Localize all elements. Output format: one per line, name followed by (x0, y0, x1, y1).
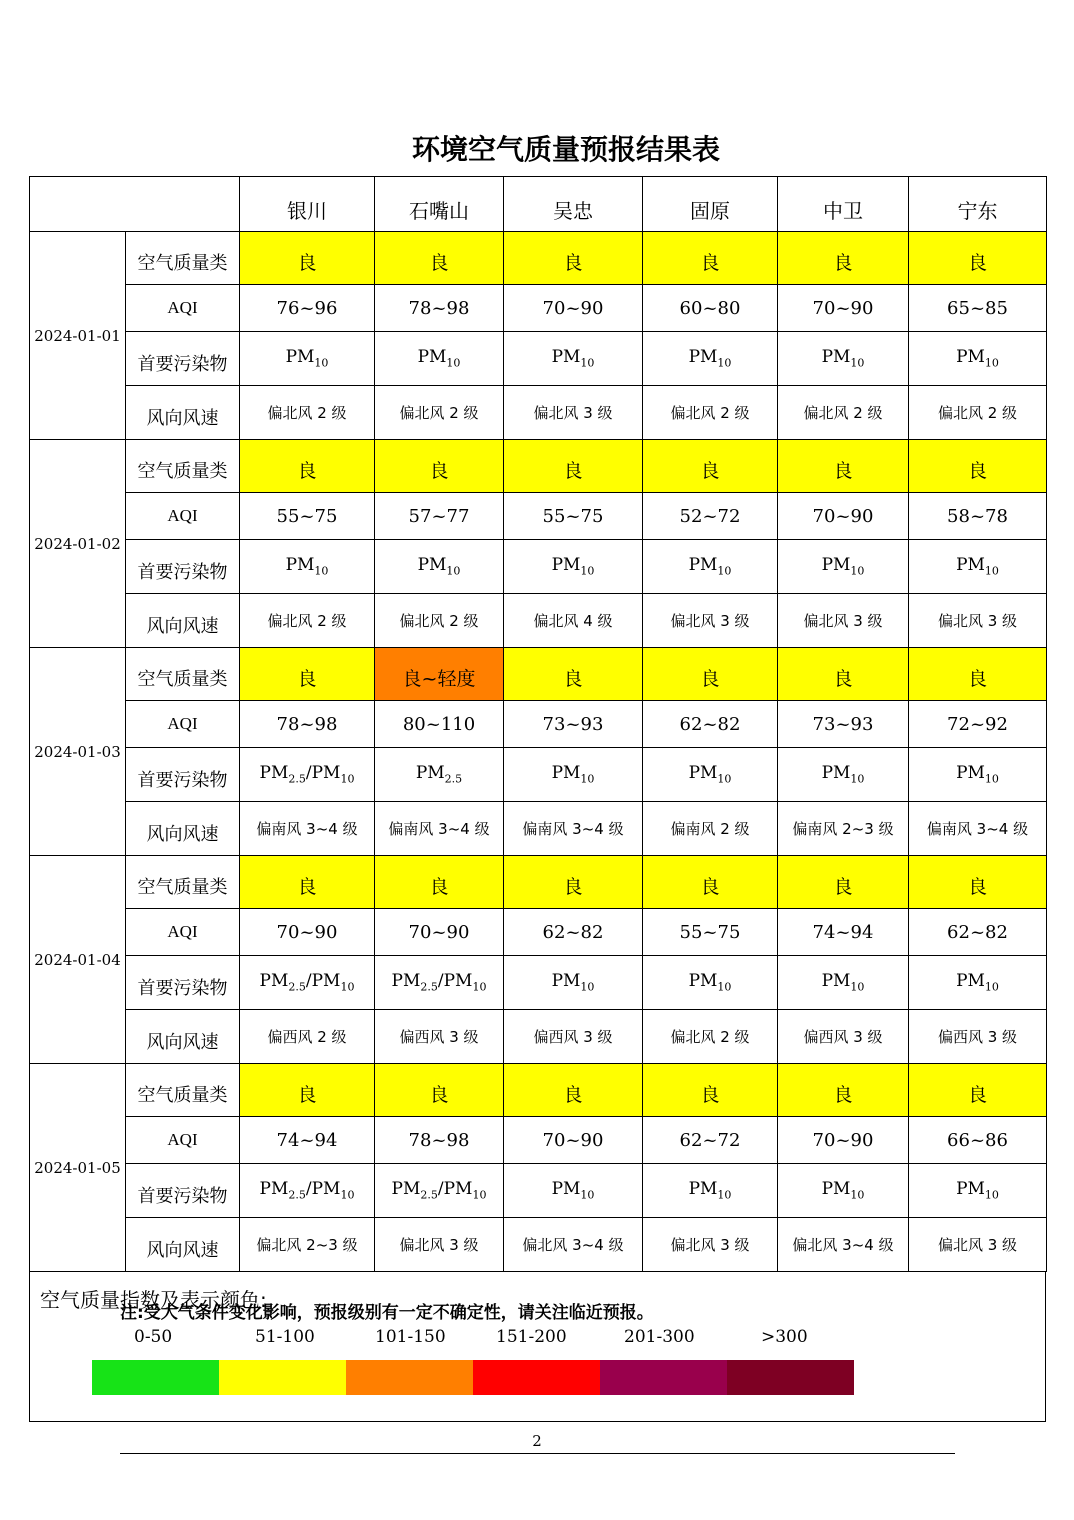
aqi-cell: 70~90 (778, 285, 909, 332)
aqi-cell: 73~93 (504, 701, 643, 748)
wind-cell: 偏北风 2 级 (240, 386, 375, 440)
pollutant-subscript: 10 (580, 564, 595, 578)
pollutant-cell (375, 1164, 504, 1218)
day-row-quality (30, 1064, 1047, 1117)
pollutant-text: PM (956, 555, 985, 576)
wind-cell: 偏北风 3 级 (909, 594, 1047, 648)
day-row-wind (30, 1010, 1047, 1064)
pollutant-cell (240, 956, 375, 1010)
pollutant-subscript: 10 (717, 564, 732, 578)
row-label-pollutant: 首要污染物 (126, 956, 240, 1010)
pollutant-subscript: 10 (472, 1188, 487, 1202)
pollutant-text: PM (417, 555, 447, 576)
pollutant-subscript: 10 (340, 1188, 355, 1202)
pollutant-cell (240, 1164, 375, 1218)
pollutant-text: PM (415, 763, 445, 784)
aqi-cell: 78~98 (375, 285, 504, 332)
pollutant-subscript: 10 (580, 772, 595, 786)
quality-cell: 良 (909, 1064, 1047, 1117)
pollutant-cell (504, 332, 643, 386)
city-header: 吴忠 (504, 177, 643, 232)
aqi-cell: 78~98 (240, 701, 375, 748)
wind-cell: 偏西风 3 级 (375, 1010, 504, 1064)
quality-cell: 良 (909, 648, 1047, 701)
pollutant-subscript: 10 (580, 356, 595, 370)
pollutant-text: PM (821, 555, 851, 576)
legend-range-label: 101-150 (375, 1327, 446, 1347)
pollutant-subscript: 10 (580, 1188, 595, 1202)
forecast-table-wrap (29, 176, 1046, 1422)
row-label-pollutant: 首要污染物 (126, 748, 240, 802)
aqi-cell: 57~77 (375, 493, 504, 540)
pollutant-cell (909, 332, 1047, 386)
forecast-date: 2024-01-03 (30, 648, 126, 856)
row-label-quality: 空气质量类 (126, 1064, 240, 1117)
pollutant-subscript: 10 (850, 1188, 865, 1202)
footer-divider (120, 1453, 955, 1454)
forecast-date: 2024-01-05 (30, 1064, 126, 1272)
quality-cell: 良 (643, 440, 778, 493)
wind-cell: 偏北风 2 级 (778, 386, 909, 440)
aqi-cell: 76~96 (240, 285, 375, 332)
forecast-note: 注:受大气条件变化影响，预报级别有一定不确定性，请关注临近预报。 (120, 1303, 654, 1323)
pollutant-subscript: 2.5 (288, 772, 306, 786)
aqi-cell: 78~98 (375, 1117, 504, 1164)
pollutant-cell (504, 1164, 643, 1218)
row-label-aqi: AQI (126, 1117, 240, 1164)
legend-range-label: 0-50 (134, 1327, 173, 1347)
legend-range-label: >300 (761, 1327, 808, 1347)
pollutant-subscript: 10 (717, 1188, 732, 1202)
wind-cell: 偏北风 2 级 (643, 386, 778, 440)
quality-cell: 良 (240, 648, 375, 701)
wind-cell: 偏北风 2~3 级 (240, 1218, 375, 1272)
pollutant-text: PM (551, 555, 581, 576)
forecast-date: 2024-01-02 (30, 440, 126, 648)
legend-color-swatch (473, 1360, 600, 1395)
legend-range-label: 51-100 (255, 1327, 315, 1347)
aqi-cell: 72~92 (909, 701, 1047, 748)
day-row-wind (30, 386, 1047, 440)
pollutant-cell (504, 956, 643, 1010)
pollutant-subscript: 2.5 (288, 1188, 306, 1202)
aqi-cell: 74~94 (778, 909, 909, 956)
day-row-quality (30, 856, 1047, 909)
aqi-color-legend (29, 1272, 1046, 1422)
day-row-pollutant (30, 1164, 1047, 1218)
wind-cell: 偏西风 2 级 (240, 1010, 375, 1064)
quality-cell: 良 (643, 648, 778, 701)
pollutant-cell (375, 748, 504, 802)
pollutant-cell (909, 540, 1047, 594)
pollutant-text: PM (821, 763, 851, 784)
row-label-pollutant: 首要污染物 (126, 1164, 240, 1218)
pollutant-cell (643, 332, 778, 386)
pollutant-text: PM (259, 763, 289, 784)
forecast-date: 2024-01-01 (30, 232, 126, 440)
pollutant-text: PM (688, 763, 718, 784)
forecast-date: 2024-01-04 (30, 856, 126, 1064)
pollutant-subscript: 10 (446, 564, 461, 578)
row-label-wind: 风向风速 (126, 1010, 240, 1064)
quality-cell: 良 (643, 856, 778, 909)
city-header: 石嘴山 (375, 177, 504, 232)
wind-cell: 偏南风 3~4 级 (375, 802, 504, 856)
pollutant-text: PM (821, 1179, 851, 1200)
pollutant-text: PM (956, 971, 985, 992)
pollutant-cell (375, 540, 504, 594)
page-number: 2 (532, 1432, 542, 1450)
aqi-cell: 52~72 (643, 493, 778, 540)
pollutant-text: PM (551, 1179, 581, 1200)
pollutant-cell (643, 748, 778, 802)
wind-cell: 偏北风 3~4 级 (504, 1218, 643, 1272)
pollutant-cell (778, 1164, 909, 1218)
quality-cell: 良 (778, 232, 909, 285)
wind-cell: 偏南风 2 级 (643, 802, 778, 856)
wind-cell: 偏北风 2 级 (240, 594, 375, 648)
forecast-table (29, 176, 1047, 1272)
pollutant-text: PM (688, 347, 718, 368)
aqi-cell: 74~94 (240, 1117, 375, 1164)
row-label-aqi: AQI (126, 285, 240, 332)
pollutant-cell (909, 1164, 1047, 1218)
pollutant-subscript: 10 (850, 772, 865, 786)
wind-cell: 偏北风 3 级 (504, 386, 643, 440)
pollutant-subscript: 2.5 (420, 1188, 438, 1202)
aqi-cell: 58~78 (909, 493, 1047, 540)
pollutant-text: PM (688, 971, 718, 992)
row-label-aqi: AQI (126, 909, 240, 956)
wind-cell: 偏北风 2 级 (643, 1010, 778, 1064)
pollutant-subscript: 2.5 (420, 980, 438, 994)
aqi-cell: 62~72 (643, 1117, 778, 1164)
aqi-cell: 70~90 (778, 493, 909, 540)
wind-cell: 偏西风 3 级 (778, 1010, 909, 1064)
wind-cell: 偏南风 3~4 级 (504, 802, 643, 856)
pollutant-text: PM (956, 763, 985, 784)
wind-cell: 偏北风 2 级 (909, 386, 1047, 440)
day-row-pollutant (30, 332, 1047, 386)
pollutant-subscript: 10 (850, 980, 865, 994)
pollutant-text: PM (259, 971, 289, 992)
city-header: 银川 (240, 177, 375, 232)
day-row-aqi (30, 285, 1047, 332)
pollutant-subscript: 10 (850, 564, 865, 578)
pollutant-text: PM (688, 555, 718, 576)
wind-cell: 偏西风 3 级 (504, 1010, 643, 1064)
pollutant-subscript: 10 (717, 772, 732, 786)
row-label-wind: 风向风速 (126, 1218, 240, 1272)
wind-cell: 偏南风 3~4 级 (240, 802, 375, 856)
legend-color-swatch (727, 1360, 854, 1395)
quality-cell: 良 (778, 648, 909, 701)
pollutant-subscript: 10 (850, 356, 865, 370)
aqi-cell: 55~75 (504, 493, 643, 540)
quality-cell: 良 (778, 1064, 909, 1117)
pollutant-cell (240, 540, 375, 594)
legend-color-swatch (600, 1360, 727, 1395)
pollutant-text: /PM (437, 1179, 473, 1200)
row-label-quality: 空气质量类 (126, 440, 240, 493)
day-row-aqi (30, 1117, 1047, 1164)
aqi-cell: 55~75 (643, 909, 778, 956)
quality-cell: 良 (909, 440, 1047, 493)
pollutant-text: PM (821, 347, 851, 368)
quality-cell: 良~轻度 (375, 648, 504, 701)
aqi-cell: 70~90 (504, 1117, 643, 1164)
wind-cell: 偏北风 3 级 (643, 594, 778, 648)
pollutant-text: PM (417, 347, 447, 368)
day-row-pollutant (30, 956, 1047, 1010)
pollutant-cell (643, 540, 778, 594)
pollutant-text: /PM (437, 971, 473, 992)
pollutant-subscript: 10 (717, 356, 732, 370)
pollutant-subscript: 10 (984, 980, 999, 994)
pollutant-text: PM (956, 1179, 985, 1200)
wind-cell: 偏西风 3 级 (909, 1010, 1047, 1064)
quality-cell: 良 (909, 856, 1047, 909)
pollutant-cell (504, 748, 643, 802)
pollutant-cell (375, 956, 504, 1010)
pollutant-subscript: 2.5 (444, 772, 463, 786)
quality-cell: 良 (375, 440, 504, 493)
pollutant-text: PM (956, 347, 985, 368)
pollutant-text: /PM (305, 1179, 341, 1200)
pollutant-text: PM (551, 347, 581, 368)
aqi-cell: 55~75 (240, 493, 375, 540)
wind-cell: 偏北风 4 级 (504, 594, 643, 648)
wind-cell: 偏北风 2 级 (375, 594, 504, 648)
wind-cell: 偏北风 3 级 (375, 1218, 504, 1272)
wind-cell: 偏北风 2 级 (375, 386, 504, 440)
day-row-quality (30, 232, 1047, 285)
day-row-wind (30, 1218, 1047, 1272)
pollutant-cell (504, 540, 643, 594)
aqi-cell: 70~90 (504, 285, 643, 332)
day-row-quality (30, 440, 1047, 493)
pollutant-subscript: 10 (472, 980, 487, 994)
quality-cell: 良 (375, 1064, 504, 1117)
quality-cell: 良 (504, 232, 643, 285)
row-label-quality: 空气质量类 (126, 648, 240, 701)
legend-color-swatch (346, 1360, 473, 1395)
pollutant-subscript: 10 (340, 772, 355, 786)
quality-cell: 良 (240, 856, 375, 909)
pollutant-text: PM (285, 347, 315, 368)
pollutant-subscript: 10 (717, 980, 732, 994)
legend-color-swatch (219, 1360, 346, 1395)
pollutant-text: PM (551, 971, 581, 992)
day-row-aqi (30, 493, 1047, 540)
pollutant-subscript: 10 (984, 772, 999, 786)
city-header: 固原 (643, 177, 778, 232)
pollutant-cell (778, 956, 909, 1010)
quality-cell: 良 (643, 1064, 778, 1117)
quality-cell: 良 (643, 232, 778, 285)
aqi-cell: 70~90 (778, 1117, 909, 1164)
aqi-cell: 73~93 (778, 701, 909, 748)
wind-cell: 偏南风 2~3 级 (778, 802, 909, 856)
pollutant-subscript: 10 (340, 980, 355, 994)
quality-cell: 良 (504, 1064, 643, 1117)
city-header: 中卫 (778, 177, 909, 232)
pollutant-cell (909, 956, 1047, 1010)
quality-cell: 良 (778, 440, 909, 493)
wind-cell: 偏北风 3 级 (909, 1218, 1047, 1272)
quality-cell: 良 (240, 232, 375, 285)
quality-cell: 良 (909, 232, 1047, 285)
pollutant-text: PM (688, 1179, 718, 1200)
header-corner (30, 177, 240, 232)
quality-cell: 良 (375, 856, 504, 909)
quality-cell: 良 (778, 856, 909, 909)
pollutant-cell (778, 540, 909, 594)
legend-title: 空气质量指数及表示颜色: (40, 1288, 267, 1312)
aqi-cell: 70~90 (240, 909, 375, 956)
pollutant-subscript: 10 (446, 356, 461, 370)
wind-cell: 偏北风 3 级 (778, 594, 909, 648)
row-label-aqi: AQI (126, 701, 240, 748)
day-row-pollutant (30, 748, 1047, 802)
aqi-cell: 66~86 (909, 1117, 1047, 1164)
pollutant-subscript: 10 (984, 356, 999, 370)
legend-range-label: 201-300 (624, 1327, 695, 1347)
pollutant-text: /PM (305, 763, 341, 784)
row-label-quality: 空气质量类 (126, 856, 240, 909)
wind-cell: 偏北风 3~4 级 (778, 1218, 909, 1272)
pollutant-text: PM (391, 971, 421, 992)
pollutant-text: PM (821, 971, 851, 992)
aqi-cell: 62~82 (504, 909, 643, 956)
row-label-aqi: AQI (126, 493, 240, 540)
pollutant-subscript: 10 (314, 564, 329, 578)
pollutant-cell (778, 748, 909, 802)
quality-cell: 良 (504, 648, 643, 701)
row-label-pollutant: 首要污染物 (126, 332, 240, 386)
pollutant-cell (909, 748, 1047, 802)
row-label-quality: 空气质量类 (126, 232, 240, 285)
pollutant-cell (375, 332, 504, 386)
row-label-pollutant: 首要污染物 (126, 540, 240, 594)
day-row-wind (30, 594, 1047, 648)
wind-cell: 偏南风 3~4 级 (909, 802, 1047, 856)
pollutant-subscript: 10 (580, 980, 595, 994)
pollutant-cell (240, 332, 375, 386)
pollutant-text: PM (551, 763, 581, 784)
pollutant-cell (778, 332, 909, 386)
pollutant-subscript: 10 (984, 1188, 999, 1202)
row-label-wind: 风向风速 (126, 594, 240, 648)
row-label-wind: 风向风速 (126, 386, 240, 440)
pollutant-subscript: 10 (314, 356, 329, 370)
aqi-cell: 70~90 (375, 909, 504, 956)
day-row-aqi (30, 701, 1047, 748)
pollutant-cell (643, 1164, 778, 1218)
day-row-quality (30, 648, 1047, 701)
city-header: 宁东 (909, 177, 1047, 232)
quality-cell: 良 (504, 856, 643, 909)
legend-color-swatch (92, 1360, 219, 1395)
wind-cell: 偏北风 3 级 (643, 1218, 778, 1272)
quality-cell: 良 (240, 440, 375, 493)
day-row-wind (30, 802, 1047, 856)
page-title: 环境空气质量预报结果表 (411, 133, 720, 166)
pollutant-text: PM (285, 555, 315, 576)
quality-cell: 良 (240, 1064, 375, 1117)
row-label-wind: 风向风速 (126, 802, 240, 856)
aqi-cell: 65~85 (909, 285, 1047, 332)
header-row (30, 177, 1047, 232)
pollutant-text: PM (259, 1179, 289, 1200)
quality-cell: 良 (375, 232, 504, 285)
aqi-cell: 60~80 (643, 285, 778, 332)
quality-cell: 良 (504, 440, 643, 493)
pollutant-text: /PM (305, 971, 341, 992)
aqi-cell: 62~82 (643, 701, 778, 748)
pollutant-cell (643, 956, 778, 1010)
pollutant-subscript: 2.5 (288, 980, 306, 994)
day-row-aqi (30, 909, 1047, 956)
aqi-cell: 62~82 (909, 909, 1047, 956)
pollutant-subscript: 10 (984, 564, 999, 578)
day-row-pollutant (30, 540, 1047, 594)
aqi-cell: 80~110 (375, 701, 504, 748)
legend-range-label: 151-200 (496, 1327, 567, 1347)
pollutant-text: PM (391, 1179, 421, 1200)
pollutant-cell (240, 748, 375, 802)
